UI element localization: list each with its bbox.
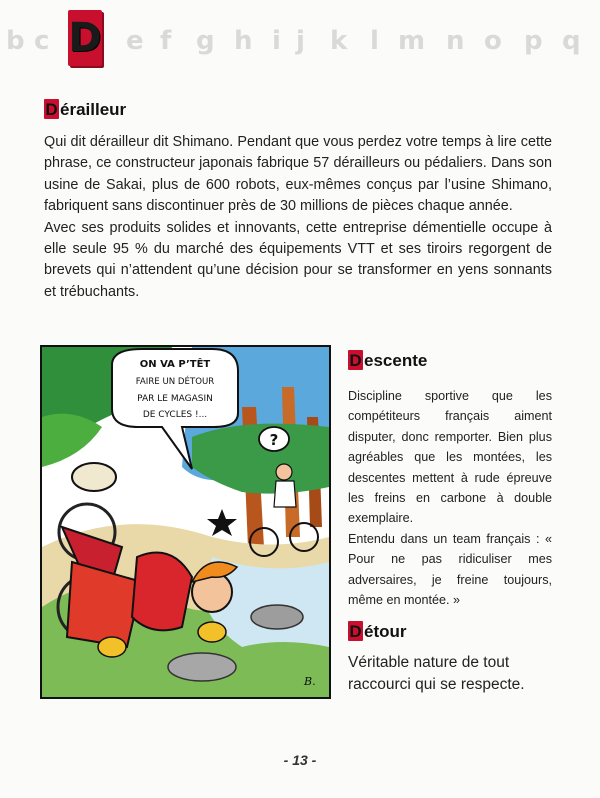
entry-title-rest: étour	[364, 622, 407, 641]
alphabet-letter: p	[524, 26, 543, 56]
entry-title-rest: escente	[364, 351, 428, 370]
entry-title-rest: érailleur	[60, 100, 127, 119]
alphabet-letter: n	[446, 26, 465, 56]
question-mark: ?	[269, 431, 279, 449]
paragraph: Véritable nature de tout raccourci qui se respecte.	[348, 654, 525, 693]
entry-body-descente	[348, 386, 552, 610]
current-letter-tab	[68, 10, 102, 66]
alphabet-letter: o	[484, 26, 502, 56]
artist-signature: B.	[304, 675, 316, 688]
paragraph: Discipline sportive que les compétiteurs français aiment disputer, donc remporter. Bien plus agréables que les montées, les descentes mettent à rude épreuve les freins en carbone à double exemplaire.	[348, 389, 552, 526]
entry-title-derailleur	[44, 99, 126, 120]
alphabet-letter: e	[126, 26, 144, 56]
alphabet-letter: k	[330, 26, 348, 56]
comic-illustration	[40, 345, 331, 699]
entry-initial: D	[349, 622, 362, 641]
alphabet-letter: i	[272, 26, 281, 56]
alphabet-letter: q	[562, 26, 581, 56]
entry-initial: D	[349, 351, 362, 370]
current-letter: D	[68, 15, 102, 61]
paragraph: Qui dit dérailleur dit Shimano. Pendant que vous perdez votre temps à lire cette phrase, ce constructeur japonais fabrique 57 dérailleurs ou pédaliers. Dans son usine de Sakai, plus de 600 robots, eux-mêmes conçus par l’usine Shimano, fabriquent sans discontinuer près de 30 millions de pièces chaque année.	[44, 134, 552, 215]
paragraph: Avec ses produits solides et innovants, cette entreprise démentielle occupe à elle seule 95 % du marché des équipements VTT et ses tiroirs regorgent de brevets qui n’attendent qu’une décision pour se transformer en yens sonnants et trébuchants.	[44, 219, 552, 300]
alphabet-letter: f	[160, 26, 172, 56]
alphabet-letter: g	[196, 26, 215, 56]
entry-body-detour	[348, 652, 552, 696]
comic-drawing	[42, 347, 329, 697]
speech-bubble-line: FAIRE UN DÉTOUR	[135, 377, 215, 387]
paragraph: Entendu dans un team français : « Pour ne pas ridiculiser mes adversaires, je freine toujours, même en montée. »	[348, 531, 552, 608]
alphabet-letter: c	[34, 26, 50, 56]
alphabet-letter: m	[398, 26, 426, 56]
entry-body-derailleur	[44, 132, 552, 303]
alphabet-letter: b	[6, 26, 25, 56]
alphabet-letter: j	[296, 26, 305, 56]
entry-title-descente	[348, 350, 427, 371]
alphabet-letter: h	[234, 26, 253, 56]
speech-bubble-line: DE CYCLES !...	[142, 410, 208, 420]
alphabet-letter: l	[370, 26, 379, 56]
entry-initial: D	[45, 100, 58, 119]
speech-bubble-line: ON VA P’TÊT	[139, 359, 211, 370]
page-number: - 13 -	[283, 752, 317, 768]
speech-bubble-line: PAR LE MAGASIN	[137, 394, 213, 404]
entry-title-detour	[348, 621, 407, 642]
